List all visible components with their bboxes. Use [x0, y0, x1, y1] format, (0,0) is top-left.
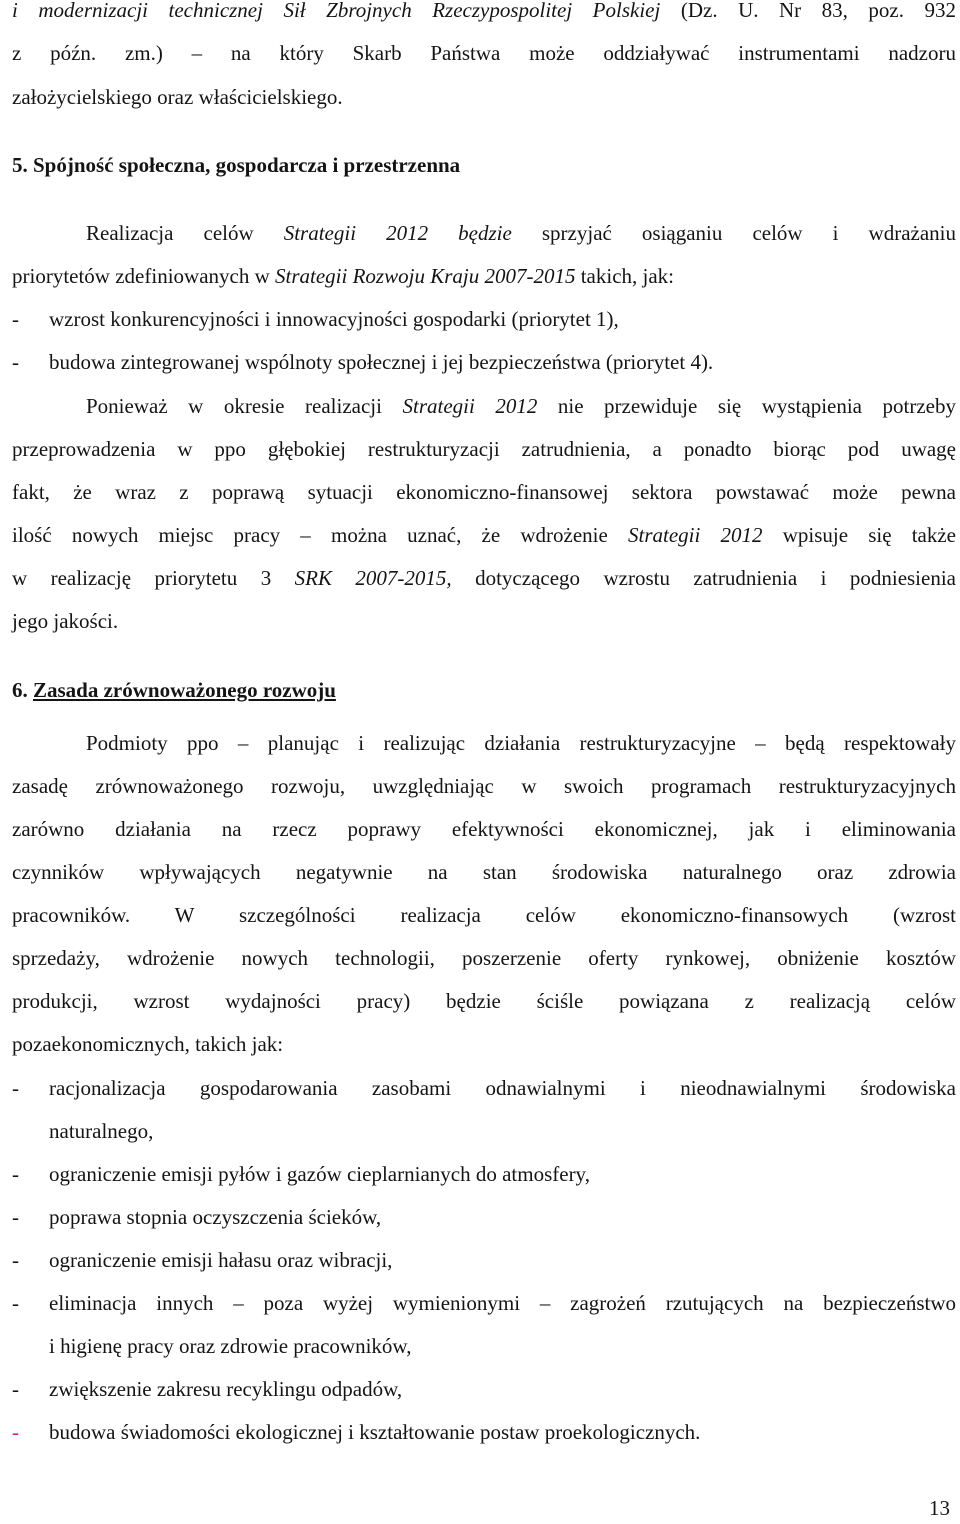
bullet-dash: -	[12, 1377, 19, 1401]
paragraph-line: jego jakości.	[12, 609, 119, 633]
paragraph-line: fakt, że wraz z poprawą sytuacji ekonomiczno-finansowej sektora powstawać może pewna	[12, 480, 956, 504]
paragraph-line: priorytetów zdefiniowanych w Strategii Rozwoju Kraju 2007-2015 takich, jak:	[12, 264, 675, 288]
paragraph-line: założycielskiego oraz właścicielskiego.	[12, 85, 343, 109]
bullet-dash: -	[12, 1205, 19, 1229]
paragraph-line: zarówno działania na rzecz poprawy efektywności ekonomicznej, jak i eliminowania	[12, 817, 956, 841]
bullet-dash: -	[12, 1420, 19, 1444]
paragraph-line: i modernizacji technicznej Sił Zbrojnych Rzeczypospolitej Polskiej (Dz. U. Nr 83, poz. 932	[12, 0, 956, 22]
paragraph-line: zasadę zrównoważonego rozwoju, uwzględniając w swoich programach restrukturyzacyjnych	[12, 774, 956, 798]
paragraph-line: pracowników. W szczególności realizacja celów ekonomiczno-finansowych (wzrost	[12, 903, 956, 927]
list-item: eliminacja innych – poza wyżej wymienionymi – zagrożeń rzutujących na bezpieczeństwo	[49, 1291, 956, 1315]
paragraph-line: Ponieważ w okresie realizacji Strategii 2012 nie przewiduje się wystąpienia potrzeby	[86, 394, 956, 418]
bullet-dash: -	[12, 307, 19, 331]
list-item: racjonalizacja gospodarowania zasobami odnawialnymi i nieodnawialnymi środowiska	[49, 1076, 956, 1100]
bullet-dash: -	[12, 1248, 19, 1272]
bullet-dash: -	[12, 1162, 19, 1186]
paragraph-line: w realizację priorytetu 3 SRK 2007-2015, dotyczącego wzrostu zatrudnienia i podniesienia	[12, 566, 956, 590]
list-item-continuation: naturalnego,	[49, 1119, 154, 1143]
list-item: ograniczenie emisji hałasu oraz wibracji,	[49, 1248, 393, 1272]
paragraph-line: czynników wpływających negatywnie na stan środowiska naturalnego oraz zdrowia	[12, 860, 956, 884]
list-item: poprawa stopnia oczyszczenia ścieków,	[49, 1205, 382, 1229]
paragraph-line: Realizacja celów Strategii 2012 będzie sprzyjać osiąganiu celów i wdrażaniu	[86, 221, 956, 245]
list-item: ograniczenie emisji pyłów i gazów cieplarnianych do atmosfery,	[49, 1162, 590, 1186]
page-number: 13	[929, 1496, 950, 1520]
list-item-continuation: i higienę pracy oraz zdrowie pracowników,	[49, 1334, 412, 1358]
paragraph-line: z późn. zm.) – na który Skarb Państwa może oddziaływać instrumentami nadzoru	[12, 41, 956, 65]
list-item: zwiększenie zakresu recyklingu odpadów,	[49, 1377, 403, 1401]
bullet-dash: -	[12, 1076, 19, 1100]
list-item: budowa świadomości ekologicznej i kształtowanie postaw proekologicznych.	[49, 1420, 701, 1444]
bullet-dash: -	[12, 350, 19, 374]
list-item: wzrost konkurencyjności i innowacyjności gospodarki (priorytet 1),	[49, 307, 619, 331]
paragraph-line: przeprowadzenia w ppo głębokiej restrukturyzacji zatrudnienia, a ponadto biorąc pod uwagę	[12, 437, 956, 461]
bullet-dash: -	[12, 1291, 19, 1315]
paragraph-line: Podmioty ppo – planując i realizując działania restrukturyzacyjne – będą respektowały	[86, 731, 956, 755]
section-heading: 5. Spójność społeczna, gospodarcza i przestrzenna	[12, 153, 461, 177]
list-item: budowa zintegrowanej wspólnoty społecznej i jej bezpieczeństwa (priorytet 4).	[49, 350, 714, 374]
paragraph-line: sprzedaży, wdrożenie nowych technologii, poszerzenie oferty rynkowej, obniżenie kosztów	[12, 946, 956, 970]
paragraph-line: produkcji, wzrost wydajności pracy) będzie ściśle powiązana z realizacją celów	[12, 989, 956, 1013]
section-heading: 6. Zasada zrównoważonego rozwoju	[12, 678, 336, 702]
paragraph-line: pozaekonomicznych, takich jak:	[12, 1032, 284, 1056]
paragraph-line: ilość nowych miejsc pracy – można uznać, że wdrożenie Strategii 2012 wpisuje się także	[12, 523, 957, 547]
